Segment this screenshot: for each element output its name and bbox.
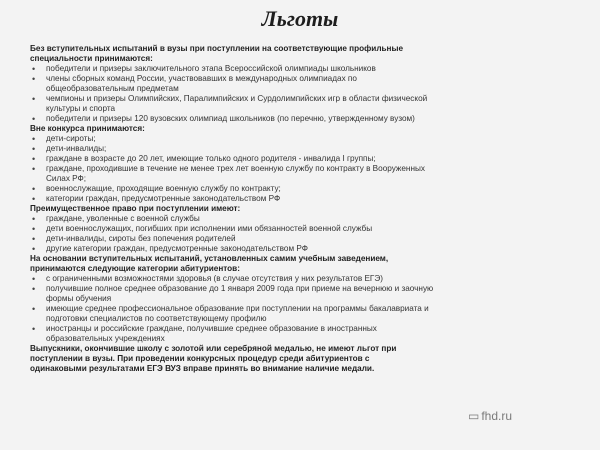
list-item: • другие категории граждан, предусмотренные законодательством РФ	[30, 244, 578, 254]
list-item: • дети-сироты;	[30, 134, 578, 144]
list-item: • дети-инвалиды, сироты без попечения родителей	[30, 234, 578, 244]
list-item: • победители и призеры заключительного этапа Всероссийской олимпиады школьников	[30, 64, 578, 74]
list-item-continuation: общеобразовательным предметам	[46, 84, 179, 93]
section-heading: поступлении в вузы. При проведении конкурсных процедур среди абитуриентов с	[30, 354, 370, 363]
list-item: • чемпионы и призеры Олимпийских, Паралимпийских и Сурдолимпийских игр в области физической	[30, 94, 578, 104]
list-item: • военнослужащие, проходящие военную службу по контракту;	[30, 184, 578, 194]
list-item: • победители и призеры 120 вузовских олимпиад школьников (по перечню, утвержденному вузом)	[30, 114, 578, 124]
list-item-continuation: культуры и спорта	[46, 104, 116, 113]
list-item-continuation: Силах РФ;	[46, 174, 87, 183]
list-item: • дети военнослужащих, погибших при исполнении ими обязанностей военной службы	[30, 224, 578, 234]
list-item: • граждане в возрасте до 20 лет, имеющие только одного родителя - инвалида I группы;	[30, 154, 578, 164]
list-item: • получившие полное среднее образование до 1 января 2009 года при приеме на вечернюю и заочную	[30, 284, 578, 294]
section-heading: Выпускники, окончившие школу с золотой или серебряной медалью, не имеют льгот при	[30, 344, 397, 353]
list-item: • категории граждан, предусмотренные законодательством РФ	[30, 194, 578, 204]
watermark	[468, 409, 512, 423]
section-heading: одинаковыми результатами ЕГЭ ВУЗ вправе принять во внимание наличие медали.	[30, 364, 375, 373]
watermark-text: fhd.ru	[481, 409, 513, 423]
section-heading: Вне конкурса принимаются:	[30, 124, 145, 133]
section-heading: На основании вступительных испытаний, установленных самим учебным заведением,	[30, 254, 389, 263]
section-heading: Без вступительных испытаний в вузы при поступлении на соответствующие профильные	[30, 44, 404, 53]
list-item: • имеющие среднее профессиональное образование при поступлении на программы бакалавриата и	[30, 304, 578, 314]
list-item: • дети-инвалиды;	[30, 144, 578, 154]
document-body	[30, 44, 578, 374]
tv-icon: ▭	[468, 409, 480, 423]
list-item: • члены сборных команд России, участвовавших в международных олимпиадах по	[30, 74, 578, 84]
list-item-continuation: формы обучения	[46, 294, 112, 303]
section-heading: принимаются следующие категории абитуриентов:	[30, 264, 240, 273]
section-heading: специальности принимаются:	[30, 54, 153, 63]
list-item-continuation: подготовки специалистов по соответствующему профилю	[46, 314, 267, 323]
list-item: • граждане, проходившие в течение не менее трех лет военную службу по контракту в Вооруженных	[30, 164, 578, 174]
page-title: Льготы	[261, 6, 339, 31]
list-item: • иностранцы и российские граждане, получившие среднее образование в иностранных	[30, 324, 578, 334]
list-item: • с ограниченными возможностями здоровья (в случае отсутствия у них результатов ЕГЭ)	[30, 274, 578, 284]
list-item-continuation: образовательных учреждениях	[46, 334, 165, 343]
list-item: • граждане, уволенные с военной службы	[30, 214, 578, 224]
section-heading: Преимущественное право при поступлении имеют:	[30, 204, 241, 213]
